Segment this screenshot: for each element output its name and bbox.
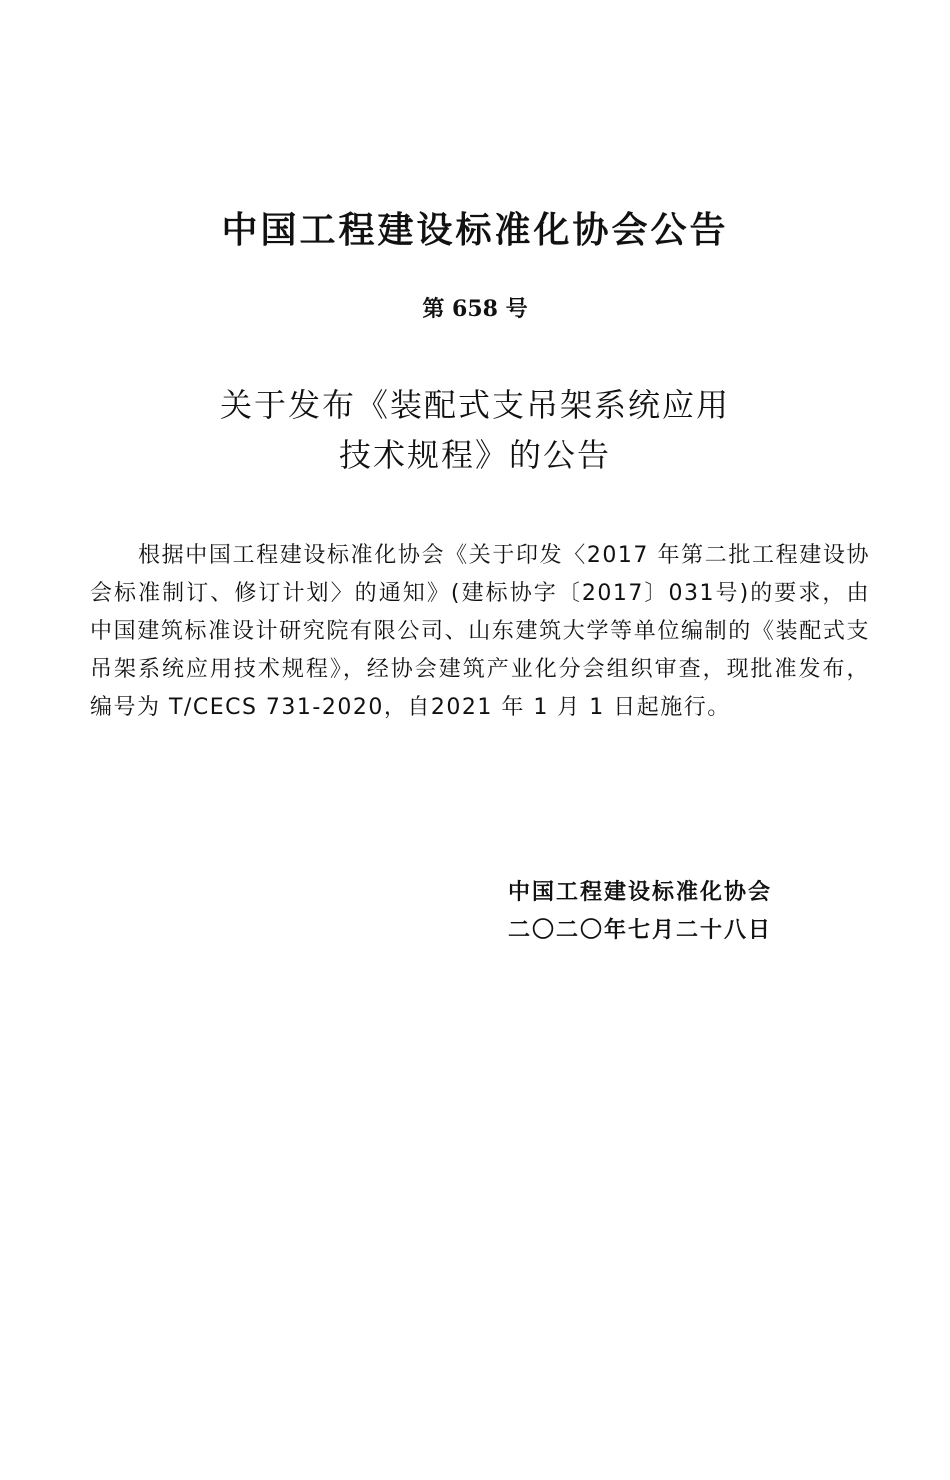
announcement-number: 第 658 号 bbox=[422, 296, 528, 322]
subject-line-2: 技术规程》的公告 bbox=[338, 436, 611, 474]
signature-block bbox=[508, 874, 868, 950]
signature-date: 二〇二〇年七月二十八日 bbox=[508, 918, 773, 943]
announcement-body: 根据中国工程建设标准化协会《关于印发〈2017 年第二批工程建设协会标准制订、修订计划〉的通知》(建标协字〔2017〕031号)的要求，由中国建筑标准设计研究院有限公司、山东建筑大学等单位编制的《装配式支吊架系统应用技术规程》，经协会建筑产业化分会组织审查，现批准发布，编号为 T/CECS 731-2020，自2021 年 1 月 1 日起施行。 bbox=[90, 543, 870, 720]
page-title: 中国工程建设标准化协会公告 bbox=[221, 210, 729, 251]
signature-org: 中国工程建设标准化协会 bbox=[508, 880, 773, 905]
subject-line-1: 关于发布《装配式支吊架系统应用 bbox=[219, 386, 730, 424]
announcement-subject bbox=[0, 380, 950, 480]
